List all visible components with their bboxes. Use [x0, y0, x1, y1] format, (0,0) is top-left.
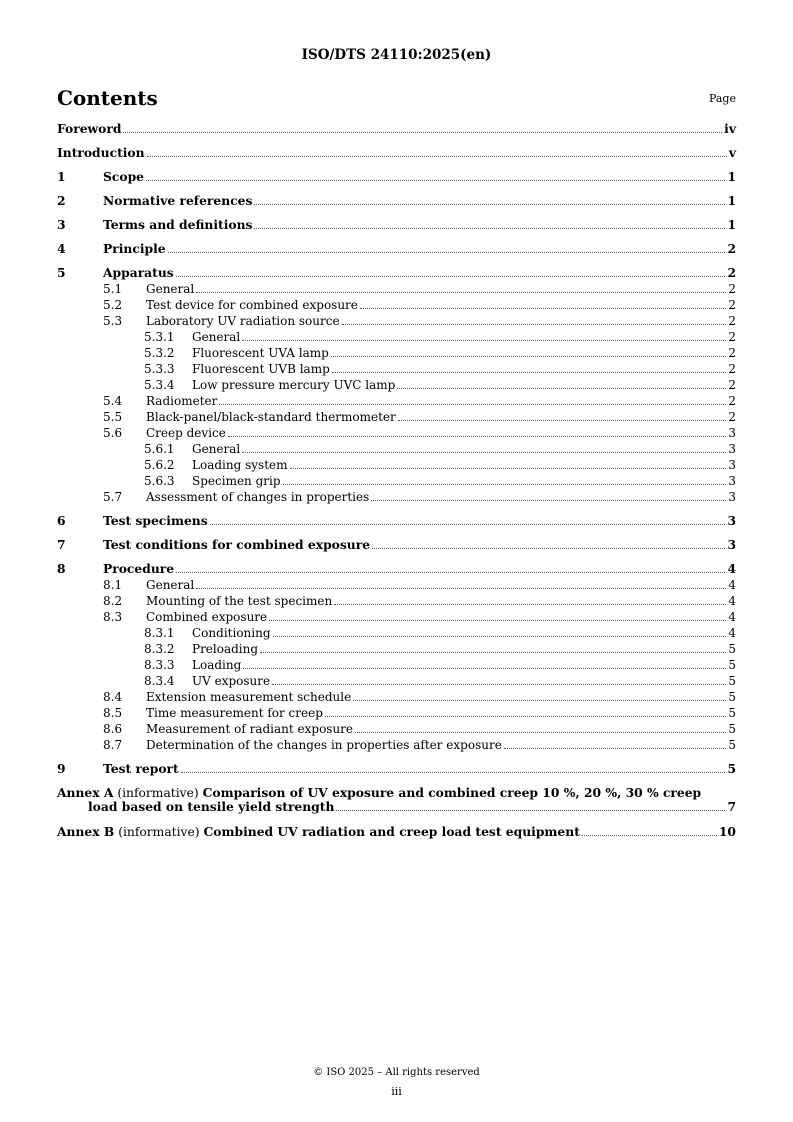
toc-entry-title: General	[192, 330, 241, 344]
toc-entry-page-number: 3	[728, 490, 736, 504]
dot-leader	[181, 772, 726, 773]
toc-entry-number: 5.6.3	[144, 474, 175, 488]
toc-entry[interactable]	[57, 674, 736, 690]
toc-entry-title: Fluorescent UVA lamp	[192, 346, 329, 360]
toc-entry-title: Radiometer	[146, 394, 218, 408]
toc-entry-number: 5.5	[103, 410, 123, 424]
footer-copyright: © ISO 2025 – All rights reserved	[313, 1067, 480, 1078]
toc-entry-title: Fluorescent UVB lamp	[192, 362, 330, 376]
toc-entry[interactable]	[57, 298, 736, 314]
contents-title: Contents	[57, 86, 158, 110]
toc-entry-page-number: 5	[727, 761, 736, 776]
toc-entry-number: 5.1	[103, 282, 123, 296]
toc-entry-page-number: 3	[728, 474, 736, 488]
dot-leader	[176, 572, 725, 573]
dot-leader	[332, 372, 727, 373]
toc-entry-page-number: 2	[728, 378, 736, 392]
dot-leader	[196, 588, 726, 589]
dot-leader	[336, 810, 725, 811]
toc-entry-page-number: 2	[728, 298, 736, 312]
toc-entry-page-number: 3	[728, 442, 736, 456]
toc-entry-number: 8.3.4	[144, 674, 175, 688]
toc-annex-a[interactable]	[57, 786, 736, 816]
dot-leader	[325, 716, 726, 717]
toc-entry-number: 5.4	[103, 394, 123, 408]
toc-entry[interactable]	[57, 490, 736, 506]
toc-entry-number: 8.3	[103, 610, 123, 624]
toc-entry-title: Normative references	[103, 193, 253, 208]
toc-entry-title: Combined exposure	[146, 610, 268, 624]
toc-entry[interactable]	[57, 330, 736, 346]
toc-entry-page-number: 5	[728, 690, 736, 704]
toc-entry[interactable]	[57, 442, 736, 458]
toc-entry-page-number: 2	[728, 282, 736, 296]
toc-entry-title: Introduction	[57, 145, 145, 160]
annex-kind: (informative)	[118, 825, 200, 839]
toc-entry-title: Principle	[103, 241, 166, 256]
toc-entry-number: 8	[57, 561, 66, 576]
toc-entry-number: 5.3.3	[144, 362, 175, 376]
toc-entry-number: 8.3.2	[144, 642, 175, 656]
toc-entry-number: 5.6	[103, 426, 123, 440]
toc-entry-number: 5.7	[103, 490, 123, 504]
dot-leader	[219, 404, 726, 405]
toc-entry-number: 5.3.2	[144, 346, 175, 360]
toc-entry[interactable]	[57, 426, 736, 442]
dot-leader	[331, 356, 727, 357]
toc-entry[interactable]	[57, 394, 736, 410]
toc-entry-page-number: 5	[728, 642, 736, 656]
dot-leader	[269, 620, 726, 621]
toc-entry-title: Test specimens	[103, 513, 208, 528]
toc-annex-b[interactable]	[57, 824, 736, 841]
toc-entry[interactable]	[57, 458, 736, 474]
toc-entry-page-number: 2	[727, 241, 736, 256]
toc-entry-number: 5.3.4	[144, 378, 175, 392]
toc-entry-page-number: iv	[724, 121, 736, 136]
toc-entry-number: 8.5	[103, 706, 123, 720]
toc-entry-page-number: 2	[727, 265, 736, 280]
dot-leader	[123, 132, 722, 133]
toc-entry[interactable]	[57, 762, 736, 778]
dot-leader	[334, 604, 726, 605]
toc-entry-page-number: 2	[728, 314, 736, 328]
toc-entry-page-number: 3	[727, 537, 736, 552]
annex-title: Combined UV radiation and creep load test equipment	[203, 824, 580, 839]
toc-entry[interactable]	[57, 642, 736, 658]
toc-entry[interactable]	[57, 282, 736, 298]
dot-leader	[254, 204, 725, 205]
toc-entry-page-number: 2	[728, 330, 736, 344]
dot-leader	[272, 684, 726, 685]
toc-entry[interactable]	[57, 194, 736, 210]
toc-entry[interactable]	[57, 146, 736, 162]
toc-entry-title: Creep device	[146, 426, 226, 440]
dot-leader	[242, 452, 726, 453]
toc-entry[interactable]	[57, 690, 736, 706]
toc-entry-page-number: 5	[728, 722, 736, 736]
annex-kind: (informative)	[117, 786, 199, 800]
dot-leader	[582, 835, 717, 836]
toc-entry[interactable]	[57, 122, 736, 138]
toc-entry[interactable]	[57, 514, 736, 530]
toc-entry-page-number: 4	[728, 610, 736, 624]
toc-entry[interactable]	[57, 242, 736, 258]
toc-entry-number: 8.4	[103, 690, 123, 704]
toc-entry[interactable]	[57, 346, 736, 362]
toc-entry-number: 1	[57, 169, 66, 184]
toc-entry[interactable]	[57, 314, 736, 330]
toc-entry-page-number: 1	[727, 193, 736, 208]
toc-entry-title: Scope	[103, 169, 144, 184]
toc-entry-page-number: 5	[728, 706, 736, 720]
toc-entry-title: Time measurement for creep	[146, 706, 323, 720]
toc-entry-title: Determination of the changes in properties after exposure	[146, 738, 502, 752]
dot-leader	[355, 732, 726, 733]
toc-entry[interactable]	[57, 658, 736, 674]
dot-leader	[398, 420, 727, 421]
toc-entry-number: 3	[57, 217, 66, 232]
toc-entry-title: Mounting of the test specimen	[146, 594, 333, 608]
toc-entry-title: Laboratory UV radiation source	[146, 314, 340, 328]
toc-entry[interactable]	[57, 722, 736, 738]
toc-entry[interactable]	[57, 218, 736, 234]
toc-entry-number: 5.2	[103, 298, 123, 312]
toc-entry-page-number: 5	[728, 674, 736, 688]
dot-leader	[146, 180, 725, 181]
dot-leader	[228, 436, 727, 437]
toc-entry-number: 4	[57, 241, 66, 256]
dot-leader	[372, 548, 725, 549]
toc-entry-number: 5.6.1	[144, 442, 175, 456]
dot-leader	[254, 228, 725, 229]
toc-entry[interactable]	[57, 610, 736, 626]
footer-page-number: iii	[391, 1085, 402, 1098]
toc-entry[interactable]	[57, 626, 736, 642]
toc-entry-number: 8.3.1	[144, 626, 175, 640]
dot-leader	[353, 700, 726, 701]
toc-entry-title: Procedure	[103, 561, 175, 576]
toc-entry-page-number: 4	[728, 578, 736, 592]
toc-entry-title: Loading	[192, 658, 242, 672]
toc-entry-title: Test report	[103, 761, 179, 776]
toc-entry-page-number: 3	[727, 513, 736, 528]
toc-entry-title: General	[192, 442, 241, 456]
toc-entry-page-number: 5	[728, 658, 736, 672]
toc-entry[interactable]	[57, 562, 736, 578]
dot-leader	[273, 636, 727, 637]
toc-entry-page-number: 1	[727, 217, 736, 232]
page-column-label: Page	[708, 92, 736, 105]
toc-entry-title: Black-panel/black-standard thermometer	[146, 410, 396, 424]
toc-entry-page-number: 2	[728, 346, 736, 360]
toc-entry-title: Foreword	[57, 121, 122, 136]
toc-entry-number: 7	[57, 537, 66, 552]
dot-leader	[147, 156, 727, 157]
toc-entry[interactable]	[57, 170, 736, 186]
toc-entry-page-number: 5	[728, 738, 736, 752]
toc-entry-page-number: 3	[728, 426, 736, 440]
toc-entry[interactable]	[57, 378, 736, 394]
toc-entry[interactable]	[57, 578, 736, 594]
annex-label: Annex B	[57, 824, 115, 839]
toc-entry-title: Extension measurement schedule	[146, 690, 352, 704]
toc-entry-title: Specimen grip	[192, 474, 281, 488]
annex-page-number: 7	[727, 799, 736, 814]
toc-entry-number: 8.2	[103, 594, 123, 608]
toc-entry-page-number: 4	[728, 626, 736, 640]
toc-entry-number: 8.3.3	[144, 658, 175, 672]
toc-entry-title: Preloading	[192, 642, 259, 656]
dot-leader	[342, 324, 727, 325]
toc-entry-title: Apparatus	[103, 265, 174, 280]
dot-leader	[371, 500, 726, 501]
dot-leader	[168, 252, 726, 253]
toc-entry-title: General	[146, 578, 195, 592]
annex-title: Comparison of UV exposure and combined creep 10 %, 20 %, 30 % creep	[202, 785, 702, 800]
toc-entry-title: Low pressure mercury UVC lamp	[192, 378, 396, 392]
toc-entry-number: 5.6.2	[144, 458, 175, 472]
toc-entry[interactable]	[57, 474, 736, 490]
dot-leader	[176, 276, 726, 277]
toc-entry-title: Test device for combined exposure	[146, 298, 358, 312]
dot-leader	[260, 652, 726, 653]
annex-title-continued: load based on tensile yield strength	[88, 799, 335, 814]
dot-leader	[397, 388, 726, 389]
toc-entry[interactable]	[57, 538, 736, 554]
table-of-contents	[57, 122, 736, 841]
annex-label: Annex A	[57, 785, 114, 800]
document-id: ISO/DTS 24110:2025(en)	[301, 47, 492, 63]
toc-entry[interactable]	[57, 706, 736, 722]
dot-leader	[290, 468, 727, 469]
toc-entry[interactable]	[57, 594, 736, 610]
toc-entry-number: 5.3.1	[144, 330, 175, 344]
toc-entry-title: Measurement of radiant exposure	[146, 722, 354, 736]
toc-entry-title: Loading system	[192, 458, 288, 472]
toc-entry[interactable]	[57, 738, 736, 754]
dot-leader	[243, 668, 726, 669]
toc-entry-title: General	[146, 282, 195, 296]
toc-entry-title: Test conditions for combined exposure	[103, 537, 371, 552]
toc-entry[interactable]	[57, 266, 736, 282]
dot-leader	[504, 748, 727, 749]
toc-entry-number: 2	[57, 193, 66, 208]
toc-entry-number: 8.7	[103, 738, 123, 752]
toc-entry-number: 5	[57, 265, 66, 280]
toc-entry-number: 8.6	[103, 722, 123, 736]
toc-entry-page-number: 1	[727, 169, 736, 184]
toc-entry-page-number: 3	[728, 458, 736, 472]
dot-leader	[242, 340, 726, 341]
toc-entry-title: UV exposure	[192, 674, 271, 688]
toc-entry-title: Conditioning	[192, 626, 271, 640]
toc-entry-number: 9	[57, 761, 66, 776]
toc-entry[interactable]	[57, 410, 736, 426]
toc-entry-number: 8.1	[103, 578, 123, 592]
toc-entry-number: 6	[57, 513, 66, 528]
toc-entry-title: Terms and definitions	[103, 217, 253, 232]
toc-entry-page-number: 2	[728, 362, 736, 376]
toc-entry-page-number: 2	[728, 410, 736, 424]
toc-entry[interactable]	[57, 362, 736, 378]
toc-entry-title: Assessment of changes in properties	[146, 490, 370, 504]
toc-entry-page-number: 4	[727, 561, 736, 576]
toc-entry-number: 5.3	[103, 314, 123, 328]
toc-entry-page-number: 4	[728, 594, 736, 608]
dot-leader	[360, 308, 726, 309]
dot-leader	[283, 484, 727, 485]
dot-leader	[196, 292, 726, 293]
toc-entry-page-number: 2	[728, 394, 736, 408]
annex-page-number: 10	[718, 824, 736, 839]
toc-entry-page-number: v	[728, 145, 736, 160]
dot-leader	[210, 524, 726, 525]
